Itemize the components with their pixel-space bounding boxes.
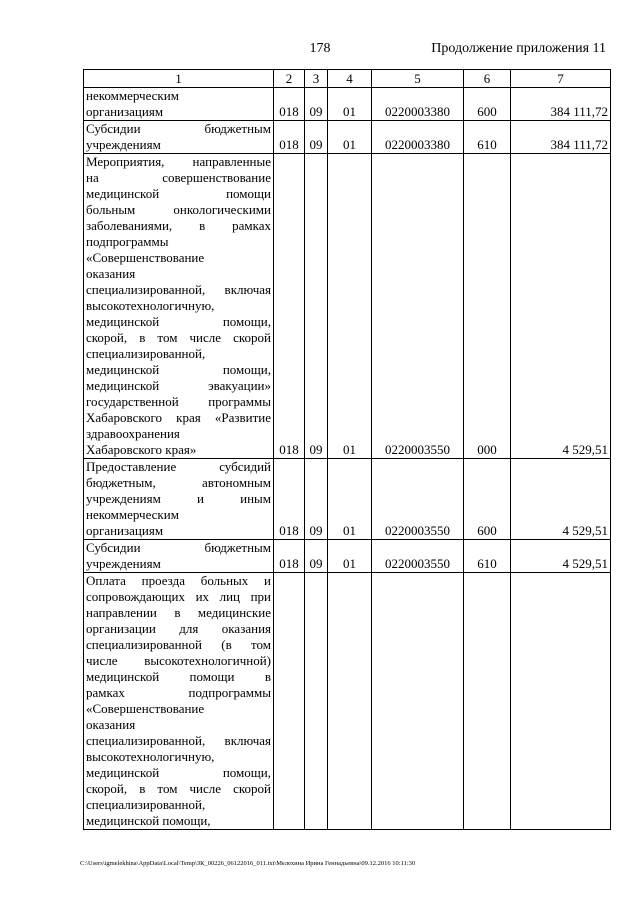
description-line: специализированной, включая: [86, 282, 271, 297]
amount-cell: [511, 573, 611, 830]
amount-cell: 4 529,51: [511, 459, 611, 540]
description-line: организациям: [86, 523, 164, 538]
budget-table: [83, 69, 611, 830]
description-line: Субсидии бюджетным: [86, 121, 271, 136]
description-line: организациям: [86, 104, 164, 119]
row-description: [84, 154, 274, 459]
amount-cell: 384 111,72: [511, 121, 611, 154]
code-cell: 0220003550: [372, 540, 464, 573]
code-cell: 600: [464, 88, 511, 121]
code-cell: 018: [274, 121, 305, 154]
code-cell: 09: [305, 88, 328, 121]
row-description: [84, 573, 274, 830]
description-line: Хабаровского края «Развитие: [86, 410, 271, 425]
code-cell: 01: [328, 154, 372, 459]
description-line: медицинской помощи,: [86, 813, 211, 828]
code-cell: [274, 573, 305, 830]
code-cell: [305, 573, 328, 830]
description-line: сопровождающих их лиц при: [86, 589, 271, 604]
code-cell: [328, 573, 372, 830]
column-header: 1: [84, 70, 274, 88]
description-line: медицинской помощи: [86, 186, 271, 201]
code-cell: [464, 573, 511, 830]
description-line: больным онкологическими: [86, 202, 271, 217]
column-header: 2: [274, 70, 305, 88]
table-row: [84, 88, 611, 121]
footer-path: C:\Users\igmelekhina\AppData\Local\Temp\ЗК_00226_06122016_011.txt\Мелехина Ирина Геннадьевна\09.12.2016 10:11:30: [80, 860, 416, 867]
description-line: Субсидии бюджетным: [86, 540, 271, 555]
table-row: [84, 573, 611, 830]
code-cell: 000: [464, 154, 511, 459]
table-row: [84, 459, 611, 540]
code-cell: 09: [305, 459, 328, 540]
description-line: медицинской помощи,: [86, 765, 271, 780]
description-line: высокотехнологичную,: [86, 298, 215, 313]
column-header: 3: [305, 70, 328, 88]
description-line: медицинской эвакуации»: [86, 378, 271, 393]
description-line: скорой, в том числе скорой: [86, 781, 271, 796]
description-line: «Совершенствование: [86, 701, 205, 716]
code-cell: [372, 573, 464, 830]
description-line: специализированной, включая: [86, 733, 271, 748]
code-cell: 0220003550: [372, 154, 464, 459]
description-line: Мероприятия, направленные: [86, 154, 271, 169]
column-header: 5: [372, 70, 464, 88]
description-line: оказания: [86, 717, 136, 732]
page-number: 178: [309, 41, 331, 56]
description-line: специализированной,: [86, 346, 206, 361]
description-line: медицинской помощи в: [86, 669, 271, 684]
code-cell: 0220003380: [372, 88, 464, 121]
code-cell: 600: [464, 459, 511, 540]
description-line: скорой, в том числе скорой: [86, 330, 271, 345]
row-description: [84, 540, 274, 573]
description-line: учреждениям: [86, 137, 161, 152]
code-cell: 09: [305, 154, 328, 459]
code-cell: 0220003380: [372, 121, 464, 154]
code-cell: 018: [274, 540, 305, 573]
description-line: на совершенствование: [86, 170, 271, 185]
code-cell: 09: [305, 121, 328, 154]
code-cell: 01: [328, 459, 372, 540]
description-line: специализированной,: [86, 797, 206, 812]
description-line: некоммерческим: [86, 507, 179, 522]
code-cell: 018: [274, 154, 305, 459]
description-line: государственной программы: [86, 394, 271, 409]
description-line: бюджетным, автономным: [86, 475, 271, 490]
description-line: организации для оказания: [86, 621, 271, 636]
description-line: Предоставление субсидий: [86, 459, 271, 474]
code-cell: 01: [328, 540, 372, 573]
amount-cell: 384 111,72: [511, 88, 611, 121]
code-cell: 018: [274, 88, 305, 121]
column-header: 4: [328, 70, 372, 88]
code-cell: 01: [328, 88, 372, 121]
code-cell: 018: [274, 459, 305, 540]
description-line: заболеваниями, в рамках: [86, 218, 271, 233]
column-header: 6: [464, 70, 511, 88]
description-line: направлении в медицинские: [86, 605, 271, 620]
amount-cell: 4 529,51: [511, 154, 611, 459]
row-description: [84, 88, 274, 121]
table-row: [84, 540, 611, 573]
description-line: медицинской помощи,: [86, 362, 271, 377]
description-line: Оплата проезда больных и: [86, 573, 271, 588]
code-cell: 09: [305, 540, 328, 573]
code-cell: 610: [464, 540, 511, 573]
description-line: учреждениям: [86, 556, 161, 571]
description-line: специализированной (в том: [86, 637, 271, 652]
table-row: [84, 154, 611, 459]
description-line: рамках подпрограммы: [86, 685, 271, 700]
description-line: некоммерческим: [86, 88, 179, 103]
table-row: [84, 121, 611, 154]
description-line: медицинской помощи,: [86, 314, 271, 329]
description-line: высокотехнологичную,: [86, 749, 215, 764]
table-header-row: [84, 70, 611, 88]
continuation-label: Продолжение приложения 11: [431, 41, 606, 56]
description-line: оказания: [86, 266, 136, 281]
description-line: подпрограммы: [86, 234, 169, 249]
description-line: числе высокотехнологичной): [86, 653, 271, 668]
description-line: Хабаровского края»: [86, 442, 197, 457]
amount-cell: 4 529,51: [511, 540, 611, 573]
description-line: здравоохранения: [86, 426, 180, 441]
column-header: 7: [511, 70, 611, 88]
description-line: учреждениям и иным: [86, 491, 271, 506]
description-line: «Совершенствование: [86, 250, 205, 265]
code-cell: 0220003550: [372, 459, 464, 540]
code-cell: 01: [328, 121, 372, 154]
row-description: [84, 459, 274, 540]
row-description: [84, 121, 274, 154]
code-cell: 610: [464, 121, 511, 154]
